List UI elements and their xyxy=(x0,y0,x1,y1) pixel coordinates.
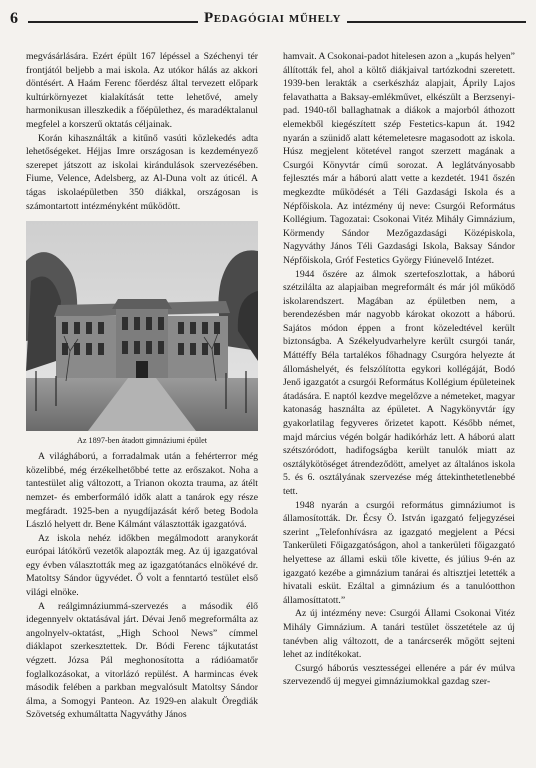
paragraph: hamvait. A Csokonai-padot hitelesen azon a „kupás helyen” állították fel, ahol a költő diákjaival tartózkodni szeretett. 1939-ben lerakták a cserkészház alapjait, Áprily Lajos felavathatta a Baksay-emlékművet, elkészült a Berzsenyi-pad. 1940-től ballaghatnak a diákok a majorból áthozott elemekből kiegészített szép Festetics-kapun át. 1942 nyarán a szünidő alatt kétemeletesre magasodott az iskola. Húsz megjelent kötetével rangot szerzett magának a Csurgói Könyvtár című sorozat. A leglátványosabb fejlesztés már a háború alatt vette a kezdetét. 1941 őszén megkezdte működését a Téli Gazdasági Iskola és a Népfőiskola. Az intézmény új neve: Csurgói Református Kollégium. Tagozatai: Csokonai Vitéz Mihály Gimnázium, Körmendy Sándor Mezőgazdasági Középiskola, Nagyváthy János Téli Gazdasági Iskola, Baksay Sándor Népfőiskola, Gróf Festetics György Fiúnevelő Intézet. xyxy=(283,51,515,266)
paragraph: Az iskola nehéz időkben megálmodott aranykorát európai látókörű vezetők alapozták meg. Az új igazgatóval egy évben választották meg az igazgatótanács elnökévé dr. Matoltsy Sándor ügyvédet. Ő volt a fenntartó testület első világi elnöke. xyxy=(26,532,258,599)
paragraph: A reálgimnáziummá-szervezés a második élő idegennyelv oktatásával járt. Dévai Jenő megreformálta az angolnyelv-oktatást, „High School News” címmel diáklapot szerkesztettek. Dr. Bódi Ferenc tájkutatást végzett. Józsa Pál meghonosította a rádióamatőr foglalkozásokat, a vitorlázó repülést. A harmincas évek második felében a parkban megvalósult Matoltsy Sándor álma, a Somogyi Panteon. Az 1929-en alakult Öregdiák Szövetség exhumáltatta Nagyváthy János xyxy=(26,600,258,721)
paragraph: A világháború, a forradalmak után a fehérterror még közelibbé, még érzékelhetőbbé tette az erőszakot. Noha a tantestület alig változott, a Trianon okozta trauma, az átélt nemzet- és emberformáló idők alatt a tanárok egy része megfáradt. 1925-ben a nyugdíjazását kérő beteg Bodola László helyett dr. Bene Kálmánt választották igazgatóvá. xyxy=(26,451,258,531)
paragraph: megvásárlására. Ezért épült 167 lépéssel a Széchenyi tér frontjától beljebb a mai iskola. Az utókor hálás az akkori döntésért. A Haám Ferenc főerdész által tervezett előpark kultúrkörnyezet kialakítását tette lehetővé, amely harmonikusan illeszkedik a főépülethez, és maradéktalanul megfelel a korszerű oktatás céljainak. xyxy=(26,51,258,130)
paragraph: Korán kihasználták a kitűnő vasúti közlekedés adta lehetőségeket. Héjjas Imre országosan is kezdeményező szerepet játszott az iskolai kirándulások szervezésében. Fiume, Velence, Adelsberg, az Al-Duna volt az úticél. A tágas iskolaépületben 350 diákkal, országosan is számontartott intézményként működött. xyxy=(26,132,258,212)
page-header xyxy=(0,0,536,42)
school-building-photo xyxy=(26,221,258,431)
paragraph: 1944 őszére az álmok szertefoszlottak, a háború szétzilálta az alapjaiban megreformált és már jól működő iskolarendszert. Magában az épületben nem, a berendezésben már nagyobb károkat okozott a háború. Sajátos módon éppen a front közeledtével került biztonságba. A Székelyudvarhelyre került csurgói tanár, Máttéffy Béla tartalékos főhadnagy Csurgóra helyezte át állomáshelyét, és felszólította egykori kollégáját, Bodó Jenő igazgatót a csurgói Református Kollégium épületeinek átadására. E naptól kezdve megelőzve a németeket, magyar katonaság használta az épületet. A Nagykönyvtár így gyakorlatilag fegyveres őrizetet kapott. Később német, majd március végén bolgár hadikórház lett. A háború alatt szétszóródott, hadifogságba került tanulók miatt az osztálykötöséget átrendeződött, amelyet az általános iskola 5. és 6. osztályának szervezése még áttekinthetetlenebbé tett. xyxy=(283,268,515,497)
photo-figure xyxy=(26,221,258,431)
paragraph: Az új intézmény neve: Csurgói Állami Csokonai Vitéz Mihály Gimnázium. A tanári testület összetétele az új tanévben alig változott, de a tanárcserék mögött sejteni lehet az indítékokat. xyxy=(283,608,515,661)
right-column xyxy=(283,50,515,689)
left-column xyxy=(26,50,258,722)
paragraph: Csurgó háborús vesztességei ellenére a pár év múlva szervezendő új megyei gimnáziumokkal gazdag szer- xyxy=(283,662,515,688)
page-number: 6 xyxy=(10,10,18,27)
running-title: Pedagógiai műhely xyxy=(198,10,347,27)
photo-caption: Az 1897-ben átadott gimnáziumi épület xyxy=(76,436,208,446)
paragraph: 1948 nyarán a csurgói református gimnáziumot is államosították. Dr. Écsy Ö. István igazgató feljegyzései szerint „Telefonhívásra az igazgató megjelent a Pécsi Tankerületi Főigazgatóságon, ahol a tankerületi főigazgató helyettese az állami eskü tőle kivette, és július 9-én az igazgató kezébe a gimnázium tanárai és altisztjei letették a hivatali esküt. Ezáltal a gimnázium és a tanulóotthon államosíttatott.” xyxy=(283,499,515,606)
